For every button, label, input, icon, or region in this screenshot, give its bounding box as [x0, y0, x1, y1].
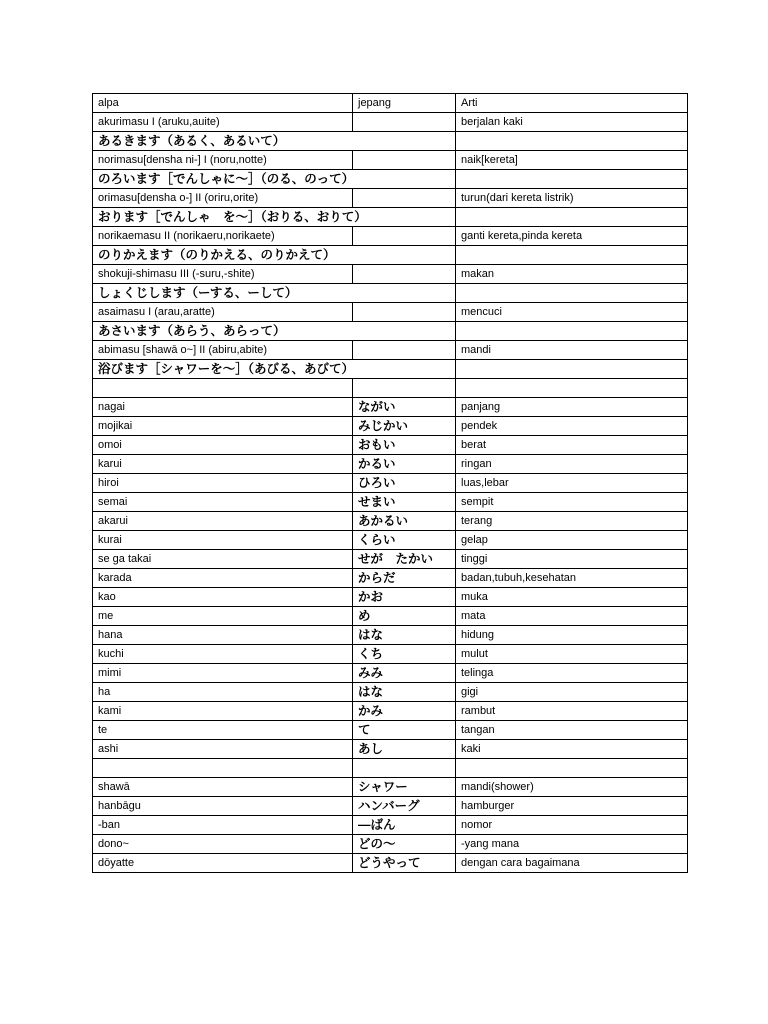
table-row	[93, 626, 688, 645]
japanese-cell	[353, 189, 456, 208]
meaning-cell	[456, 360, 688, 379]
japanese-cell: ひろい	[353, 474, 456, 493]
table-row	[93, 398, 688, 417]
table-row	[93, 531, 688, 550]
meaning-cell: mulut	[456, 645, 688, 664]
meaning-cell: mandi	[456, 341, 688, 360]
table-row	[93, 721, 688, 740]
meaning-cell: mata	[456, 607, 688, 626]
meaning-cell: sempit	[456, 493, 688, 512]
table-row	[93, 322, 688, 341]
japanese-cell: め	[353, 607, 456, 626]
table-row	[93, 151, 688, 170]
japanese-cell: おもい	[353, 436, 456, 455]
meaning-cell: mencuci	[456, 303, 688, 322]
meaning-cell: luas,lebar	[456, 474, 688, 493]
japanese-cell	[353, 759, 456, 778]
romaji-cell	[93, 379, 353, 398]
japanese-cell	[353, 151, 456, 170]
japanese-cell: はな	[353, 626, 456, 645]
table-row	[93, 702, 688, 721]
japanese-cell: —ばん	[353, 816, 456, 835]
table-row	[93, 797, 688, 816]
table-row	[93, 303, 688, 322]
table-row	[93, 664, 688, 683]
romaji-cell: orimasu[densha o-] II (oriru,orite)	[93, 189, 353, 208]
meaning-cell: muka	[456, 588, 688, 607]
japanese-cell: かお	[353, 588, 456, 607]
kana-reading-cell: しょくじします（ーする、ーして）	[93, 284, 456, 303]
japanese-cell: て	[353, 721, 456, 740]
table-row	[93, 246, 688, 265]
table-row	[93, 227, 688, 246]
japanese-cell: かみ	[353, 702, 456, 721]
table-row	[93, 816, 688, 835]
romaji-cell: akurimasu I (aruku,auite)	[93, 113, 353, 132]
table-row	[93, 835, 688, 854]
kana-reading-cell: のりかえます（のりかえる、のりかえて）	[93, 246, 456, 265]
romaji-cell: ha	[93, 683, 353, 702]
romaji-cell: hiroi	[93, 474, 353, 493]
meaning-cell: nomor	[456, 816, 688, 835]
romaji-cell: te	[93, 721, 353, 740]
japanese-cell: ハンバーグ	[353, 797, 456, 816]
japanese-cell: あかるい	[353, 512, 456, 531]
meaning-cell: kaki	[456, 740, 688, 759]
meaning-cell: rambut	[456, 702, 688, 721]
romaji-cell: norimasu[densha ni-] I (noru,notte)	[93, 151, 353, 170]
romaji-cell: me	[93, 607, 353, 626]
meaning-cell: telinga	[456, 664, 688, 683]
meaning-cell	[456, 322, 688, 341]
meaning-cell: ganti kereta,pinda kereta	[456, 227, 688, 246]
meaning-cell: turun(dari kereta listrik)	[456, 189, 688, 208]
column-header: alpa	[93, 94, 353, 113]
vocabulary-table-body	[93, 94, 688, 873]
japanese-cell: どの〜	[353, 835, 456, 854]
meaning-cell	[456, 246, 688, 265]
table-row	[93, 360, 688, 379]
meaning-cell: terang	[456, 512, 688, 531]
meaning-cell	[456, 759, 688, 778]
romaji-cell: hana	[93, 626, 353, 645]
kana-reading-cell: のろいます［でんしゃに〜］（のる、のって）	[93, 170, 456, 189]
table-row	[93, 607, 688, 626]
table-row	[93, 417, 688, 436]
table-row	[93, 512, 688, 531]
table-row	[93, 778, 688, 797]
japanese-cell: みじかい	[353, 417, 456, 436]
japanese-cell: からだ	[353, 569, 456, 588]
meaning-cell: berat	[456, 436, 688, 455]
romaji-cell: kami	[93, 702, 353, 721]
japanese-cell	[353, 341, 456, 360]
romaji-cell: karui	[93, 455, 353, 474]
japanese-cell	[353, 227, 456, 246]
table-row	[93, 854, 688, 873]
japanese-cell: せまい	[353, 493, 456, 512]
meaning-cell	[456, 170, 688, 189]
table-header-row	[93, 94, 688, 113]
column-header: jepang	[353, 94, 456, 113]
japanese-cell	[353, 303, 456, 322]
kana-reading-cell: あるきます（あるく、あるいて）	[93, 132, 456, 151]
japanese-cell: かるい	[353, 455, 456, 474]
romaji-cell: mimi	[93, 664, 353, 683]
romaji-cell: shawā	[93, 778, 353, 797]
meaning-cell: hidung	[456, 626, 688, 645]
meaning-cell	[456, 208, 688, 227]
column-header: Arti	[456, 94, 688, 113]
japanese-cell: あし	[353, 740, 456, 759]
meaning-cell: mandi(shower)	[456, 778, 688, 797]
japanese-cell: みみ	[353, 664, 456, 683]
romaji-cell: abimasu [shawā o~] II (abiru,abite)	[93, 341, 353, 360]
romaji-cell: kao	[93, 588, 353, 607]
meaning-cell: makan	[456, 265, 688, 284]
romaji-cell: omoi	[93, 436, 353, 455]
table-row	[93, 341, 688, 360]
meaning-cell: hamburger	[456, 797, 688, 816]
table-row	[93, 132, 688, 151]
meaning-cell: panjang	[456, 398, 688, 417]
japanese-cell: くち	[353, 645, 456, 664]
romaji-cell: se ga takai	[93, 550, 353, 569]
japanese-cell: どうやって	[353, 854, 456, 873]
table-row	[93, 189, 688, 208]
meaning-cell	[456, 284, 688, 303]
kana-reading-cell: あさいます（あらう、あらって）	[93, 322, 456, 341]
meaning-cell: berjalan kaki	[456, 113, 688, 132]
table-row	[93, 265, 688, 284]
romaji-cell: kuchi	[93, 645, 353, 664]
table-row	[93, 455, 688, 474]
table-row	[93, 645, 688, 664]
meaning-cell	[456, 132, 688, 151]
japanese-cell: せが たかい	[353, 550, 456, 569]
table-row	[93, 740, 688, 759]
japanese-cell: はな	[353, 683, 456, 702]
meaning-cell: gigi	[456, 683, 688, 702]
table-row	[93, 588, 688, 607]
japanese-cell	[353, 379, 456, 398]
romaji-cell: shokuji-shimasu III (-suru,-shite)	[93, 265, 353, 284]
romaji-cell: kurai	[93, 531, 353, 550]
table-row	[93, 170, 688, 189]
meaning-cell: badan,tubuh,kesehatan	[456, 569, 688, 588]
romaji-cell: dōyatte	[93, 854, 353, 873]
meaning-cell: ringan	[456, 455, 688, 474]
table-row	[93, 550, 688, 569]
romaji-cell: dono~	[93, 835, 353, 854]
table-row	[93, 759, 688, 778]
romaji-cell: karada	[93, 569, 353, 588]
romaji-cell: ashi	[93, 740, 353, 759]
table-row	[93, 436, 688, 455]
meaning-cell: pendek	[456, 417, 688, 436]
kana-reading-cell: おります［でんしゃ を〜］（おりる、おりて）	[93, 208, 456, 227]
table-row	[93, 208, 688, 227]
romaji-cell: nagai	[93, 398, 353, 417]
japanese-cell: ながい	[353, 398, 456, 417]
meaning-cell: gelap	[456, 531, 688, 550]
romaji-cell: asaimasu I (arau,aratte)	[93, 303, 353, 322]
vocabulary-table	[92, 93, 688, 873]
romaji-cell	[93, 759, 353, 778]
table-row	[93, 569, 688, 588]
meaning-cell: dengan cara bagaimana	[456, 854, 688, 873]
kana-reading-cell: 浴びます［シャワーを〜］（あびる、あびて）	[93, 360, 456, 379]
romaji-cell: -ban	[93, 816, 353, 835]
table-row	[93, 113, 688, 132]
table-row	[93, 493, 688, 512]
romaji-cell: mojikai	[93, 417, 353, 436]
meaning-cell: tinggi	[456, 550, 688, 569]
table-row	[93, 284, 688, 303]
meaning-cell: naik[kereta]	[456, 151, 688, 170]
table-row	[93, 474, 688, 493]
japanese-cell: シャワー	[353, 778, 456, 797]
romaji-cell: semai	[93, 493, 353, 512]
romaji-cell: norikaemasu II (norikaeru,norikaete)	[93, 227, 353, 246]
japanese-cell	[353, 265, 456, 284]
meaning-cell: tangan	[456, 721, 688, 740]
romaji-cell: akarui	[93, 512, 353, 531]
japanese-cell	[353, 113, 456, 132]
japanese-cell: くらい	[353, 531, 456, 550]
meaning-cell	[456, 379, 688, 398]
meaning-cell: -yang mana	[456, 835, 688, 854]
table-row	[93, 683, 688, 702]
table-row	[93, 379, 688, 398]
romaji-cell: hanbāgu	[93, 797, 353, 816]
